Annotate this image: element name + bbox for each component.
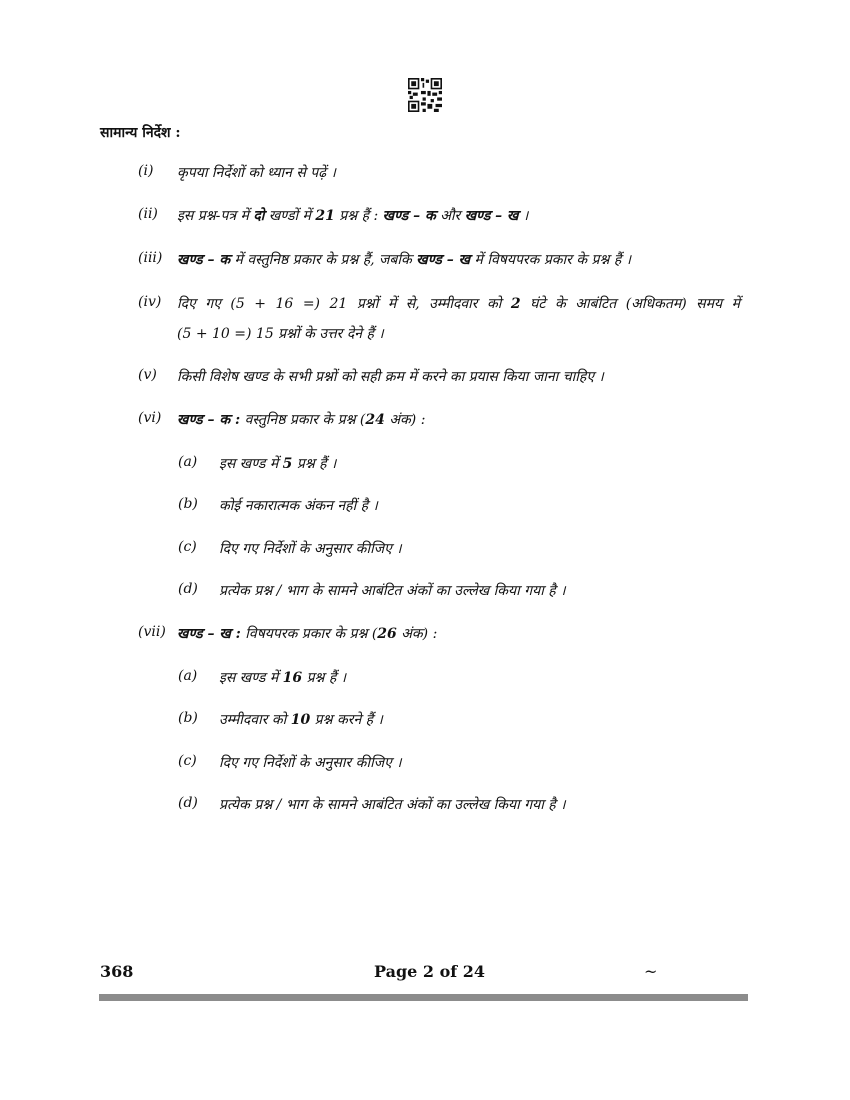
item-text: दिए गए निर्देशों के अनुसार कीजिए । — [219, 541, 402, 557]
instruction-text: खण्ड – ख : विषयपरक प्रकार के प्रश्न (26 अंक) : — [177, 626, 438, 642]
item-text: प्रत्येक प्रश्न / भाग के सामने आबंटित अंकों का उल्लेख किया गया है । — [219, 797, 566, 813]
instruction-text: खण्ड – क में वस्तुनिष्ठ प्रकार के प्रश्न हैं, जबकि खण्ड – ख में विषयपरक प्रकार के प्रश्न हैं । — [177, 252, 632, 268]
instruction-number: (ii) — [138, 206, 158, 222]
instruction-number: (iii) — [138, 250, 163, 266]
item-text: इस खण्ड में 16 प्रश्न हैं । — [219, 670, 347, 686]
qr-code-icon — [408, 78, 442, 112]
instruction-number: (iv) — [138, 294, 162, 310]
footer-page-number: Page 2 of 24 — [374, 962, 485, 981]
item-number: (b) — [178, 496, 198, 512]
footer-code: 368 — [100, 962, 134, 981]
item-number: (a) — [178, 668, 198, 684]
item-text: इस खण्ड में 5 प्रश्न हैं । — [219, 456, 337, 472]
instruction-text: खण्ड – क : वस्तुनिष्ठ प्रकार के प्रश्न (24 अंक) : — [177, 412, 426, 428]
instruction-number: (vi) — [138, 410, 162, 426]
instruction-number: (v) — [138, 367, 157, 383]
item-text: प्रत्येक प्रश्न / भाग के सामने आबंटित अंकों का उल्लेख किया गया है । — [219, 583, 566, 599]
instruction-text: कृपया निर्देशों को ध्यान से पढ़ें । — [177, 165, 336, 181]
instruction-text: इस प्रश्न-पत्र में दो खण्डों में 21 प्रश्न हैं : खण्ड – क और खण्ड – ख । — [177, 208, 529, 224]
item-number: (a) — [178, 454, 198, 470]
footer-divider — [99, 994, 748, 1001]
footer-mark: ~ — [644, 962, 658, 981]
item-number: (b) — [178, 710, 198, 726]
instruction-text-line2: (5 + 10 =) 15 प्रश्नों के उत्तर देने हैं । — [177, 326, 384, 342]
item-number: (d) — [178, 581, 198, 597]
item-text: दिए गए निर्देशों के अनुसार कीजिए । — [219, 755, 402, 771]
instruction-text-line1: दिए गए (5 + 16 =) 21 प्रश्नों में से, उम्मीदवार को 2 घंटे के आबंटित (अधिकतम) समय में — [177, 296, 740, 312]
item-text: उम्मीदवार को 10 प्रश्न करने हैं । — [219, 712, 383, 728]
item-number: (c) — [178, 539, 197, 555]
instruction-number: (vii) — [138, 624, 166, 640]
item-number: (c) — [178, 753, 197, 769]
item-number: (d) — [178, 795, 198, 811]
general-instructions-heading: सामान्य निर्देश : — [100, 125, 181, 141]
item-text: कोई नकारात्मक अंकन नहीं है । — [219, 498, 378, 514]
instruction-text: किसी विशेष खण्ड के सभी प्रश्नों को सही क्रम में करने का प्रयास किया जाना चाहिए । — [177, 369, 604, 385]
instruction-number: (i) — [138, 163, 154, 179]
